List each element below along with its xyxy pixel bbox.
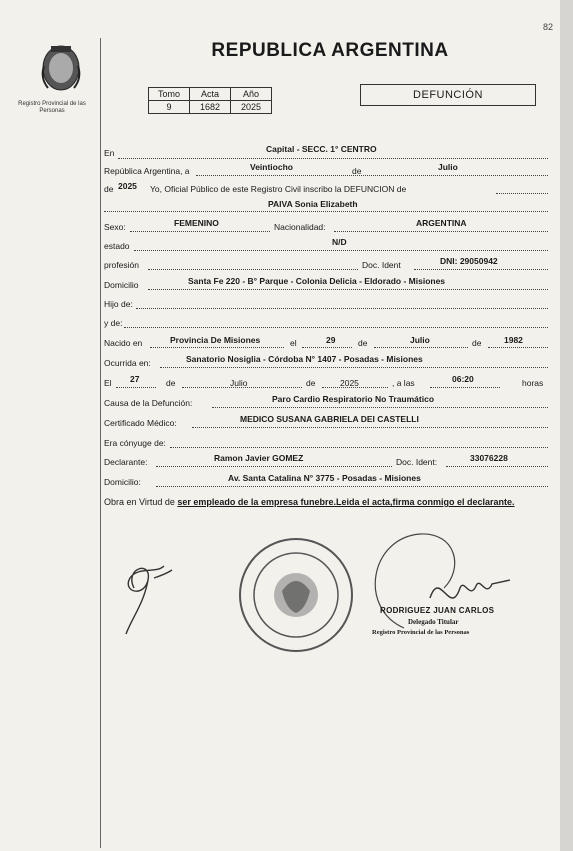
estado-label: estado (104, 241, 130, 251)
alas-label: , a las (392, 378, 415, 388)
cause-of-death: Paro Cardio Respiratorio No Traumático (272, 394, 435, 404)
de-label: de (352, 166, 362, 176)
de-label: de (472, 338, 482, 348)
medical-certificate: MEDICO SUSANA GABRIELA DEI CASTELLI (240, 414, 419, 424)
dotted-line (156, 486, 548, 487)
declarant-name: Ramon Javier GOMEZ (214, 453, 304, 463)
birth-day: 29 (326, 335, 336, 345)
sexo-label: Sexo: (104, 222, 126, 232)
dotted-line (212, 407, 548, 408)
causa-label: Causa de la Defunción: (104, 398, 193, 408)
record-year: 2025 (118, 181, 137, 191)
death-place: Sanatorio Nosiglia - Córdoba N° 1407 - Posadas - Misiones (186, 354, 423, 364)
en-label: En (104, 148, 115, 158)
birth-month: Julio (410, 335, 430, 345)
dotted-line (118, 158, 548, 159)
dotted-line (170, 447, 548, 448)
dni-value: DNI: 29050942 (440, 256, 498, 266)
dotted-line (156, 466, 392, 467)
dotted-line (446, 466, 548, 467)
doc-ident2-label: Doc. Ident: (396, 457, 438, 467)
dotted-line (374, 347, 468, 348)
estado-value: N/D (332, 237, 347, 247)
official-seal-icon (236, 535, 356, 655)
nacionalidad-value: ARGENTINA (416, 218, 467, 228)
official-name: RODRIGUEZ JUAN CARLOS (380, 606, 495, 615)
de-label: de (166, 378, 176, 388)
de-label: de (358, 338, 368, 348)
tomo-header: Tomo (149, 88, 190, 101)
obra-prefix: Obra en Virtud de (104, 497, 175, 507)
dotted-line (334, 231, 548, 232)
dotted-line (430, 387, 500, 388)
anio-value: 2025 (231, 101, 272, 114)
death-month: Julio (438, 162, 458, 172)
sexo-value: FEMENINO (174, 218, 219, 228)
declarant-address: Av. Santa Catalina N° 3775 - Posadas - Misiones (228, 473, 421, 483)
dotted-line (302, 347, 352, 348)
certificado-label: Certificado Médico: (104, 418, 177, 428)
de-label: de (104, 184, 114, 194)
tomo-value: 9 (149, 101, 190, 114)
dotted-line (488, 347, 548, 348)
nacionalidad-label: Nacionalidad: (274, 222, 326, 232)
deceased-name: PAIVA Sonia Elizabeth (268, 199, 358, 209)
margin-line (100, 38, 101, 848)
nacido-label: Nacido en (104, 338, 143, 348)
horas-label: horas (522, 378, 544, 388)
anio-header: Año (231, 88, 272, 101)
ocurrida-label: Ocurrida en: (104, 358, 151, 368)
dotted-line (136, 308, 548, 309)
conyuge-label: Era cónyuge de: (104, 438, 166, 448)
death-year: 2025 (340, 378, 359, 388)
declarant-dni: 33076228 (470, 453, 508, 463)
dotted-line (124, 327, 548, 328)
dotted-line (104, 211, 548, 212)
acta-value: 1682 (190, 101, 231, 114)
doc-ident-label: Doc. Ident (362, 260, 401, 270)
dotted-line (150, 347, 284, 348)
registry-caption: Registro Provincial de las Personas (18, 101, 86, 114)
dotted-line (192, 427, 548, 428)
declarant-signature-icon (104, 548, 194, 638)
dotted-line (196, 175, 548, 176)
document-type-box: DEFUNCIÓN (360, 84, 536, 106)
dotted-line (148, 289, 548, 290)
dotted-line (134, 250, 548, 251)
el-label: el (290, 338, 297, 348)
el2-label: El (104, 378, 112, 388)
domicilio-value: Santa Fe 220 - B° Parque - Colonia Delicia - Eldorado - Misiones (188, 276, 446, 286)
obra-paragraph (104, 496, 550, 508)
birth-year: 1982 (504, 335, 523, 345)
declarante-label: Declarante: (104, 457, 148, 467)
dotted-line (130, 231, 270, 232)
oficial-text: Yo, Oficial Público de este Registro Civil inscribo la DEFUNCION de (150, 184, 407, 194)
profesion-label: profesión (104, 260, 139, 270)
dotted-line (160, 367, 548, 368)
official-title: Delegado Titular (408, 618, 459, 626)
domicilio2-label: Domicilio: (104, 477, 141, 487)
page-edge (560, 0, 573, 851)
de-label: de (306, 378, 316, 388)
provincial-emblem-icon (38, 38, 84, 94)
yde-label: y de: (104, 318, 123, 328)
official-org: Registro Provincial de las Personas (372, 629, 470, 636)
dotted-line (496, 193, 548, 194)
death-time: 06:20 (452, 374, 474, 384)
page-number: 82 (543, 22, 554, 32)
volume-table (148, 87, 272, 114)
en-value: Capital - SECC. 1° CENTRO (266, 144, 377, 154)
death-day: 27 (130, 374, 140, 384)
death-day-text: Veintiocho (250, 162, 293, 172)
birth-place: Provincia De Misiones (170, 335, 261, 345)
republica-label: República Argentina, a (104, 166, 190, 176)
acta-header: Acta (190, 88, 231, 101)
dotted-line (414, 269, 548, 270)
domicilio-label: Domicilio (104, 280, 139, 290)
obra-value: ser empleado de la empresa funebre.Leida el acta,firma conmigo el declarante. (177, 497, 515, 507)
dotted-line (148, 269, 358, 270)
death-month-2: Julio (230, 378, 248, 388)
hijo-label: Hijo de: (104, 299, 133, 309)
dotted-line (116, 387, 156, 388)
page-title: REPUBLICA ARGENTINA (211, 40, 449, 61)
